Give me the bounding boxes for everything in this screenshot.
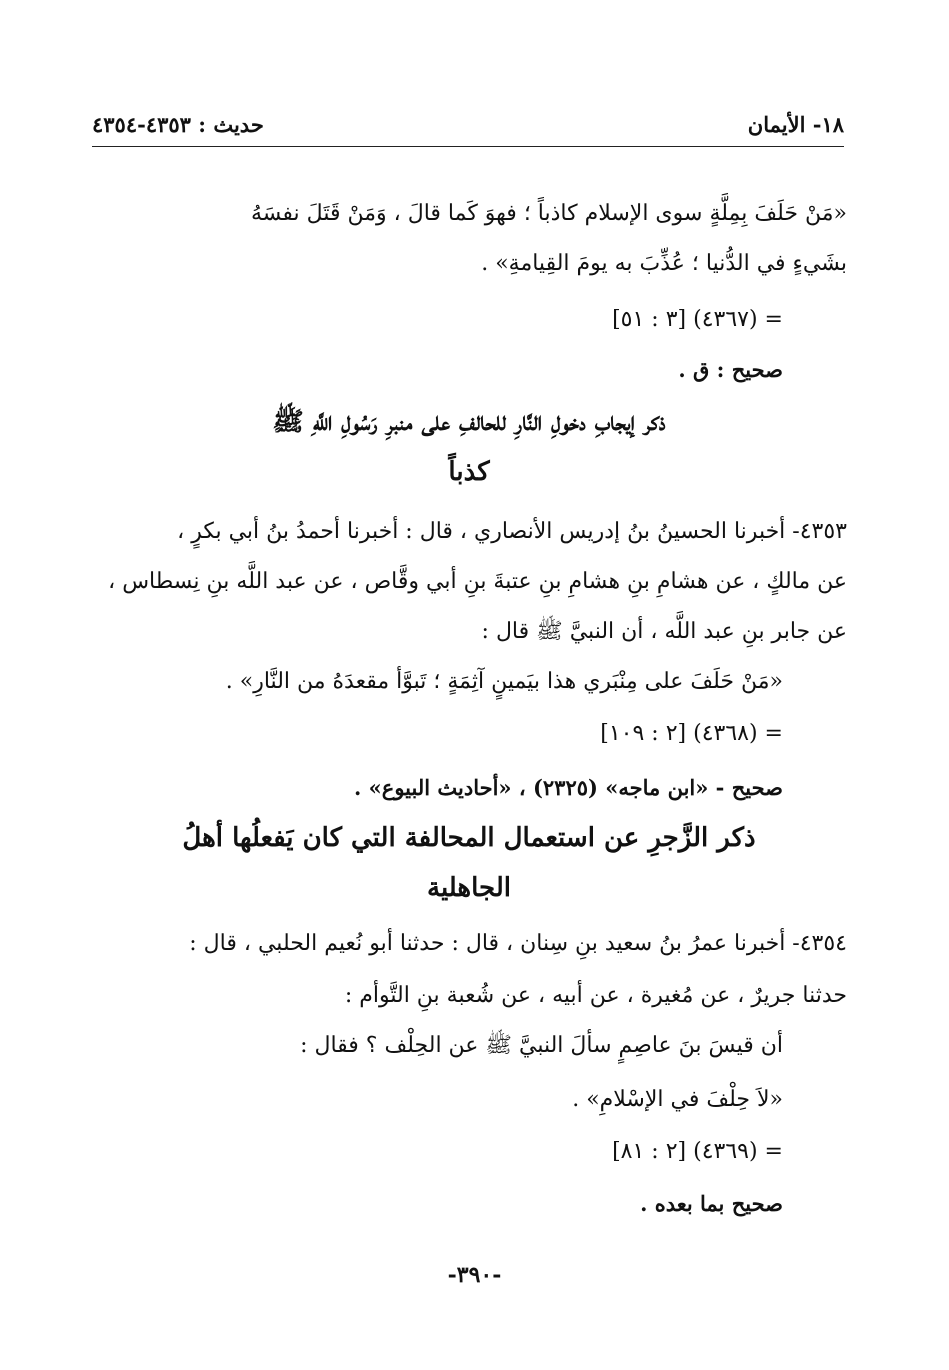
hadith-range: حديث : ٤٣٥٣-٤٣٥٤ <box>92 112 264 137</box>
page-number: -٣٩٠- <box>447 1262 502 1288</box>
grading: صحيح : ق . <box>678 357 783 382</box>
isnad-line: ٤٣٥٣- أخبرنا الحسينُ بنُ إدريس الأنصاري ، قال : أخبرنا أحمدُ بنُ أبي بكرٍ ، <box>177 519 847 544</box>
hadith-text-line: بشَيءٍ في الدُّنيا ؛ عُذِّبَ به يومَ القِيامةِ» . <box>481 251 847 276</box>
section-heading: ذكر الزَّجرِ عن استعمال المحالفة التي كان يَفعلُها أهلُ <box>182 823 756 853</box>
isnad-line: ٤٣٥٤- أخبرنا عمرُ بنُ سعيد بنِ سِنان ، قال : حدثنا أبو نُعيم الحلبي ، قال : <box>189 931 847 956</box>
section-heading: الجاهلية <box>427 873 511 903</box>
section-heading: ذكر إيجابِ دخولِ النَّارِ للحالفِ على منبرِ رَسُولِ اللَّهِ ﷺ <box>272 407 666 437</box>
hadith-text-line: «لاَ حِلْفَ في الإسْلامِ» . <box>572 1087 783 1112</box>
grading: صحيح بما بعده . <box>640 1191 783 1216</box>
running-header <box>92 112 844 147</box>
cross-reference: = (٤٣٦٩) [٢ : ٨١] <box>612 1139 783 1164</box>
hadith-text-line: «مَنْ حَلَفَ بِمِلَّةٍ سوى الإسلام كاذباً ؛ فهوَ كَما قالَ ، وَمَنْ قَتَلَ نفسَهُ <box>251 201 847 226</box>
hadith-text-line: «مَنْ حَلَفَ على مِنْبَري هذا بيَمينٍ آثِمَةٍ ؛ تَبوَّأ مقعدَهُ من النَّارِ» . <box>225 669 783 694</box>
chapter-title: ١٨- الأيمان <box>747 112 844 137</box>
grading: صحيح - «ابن ماجه» (٢٣٢٥) ، «أحاديث البيوع» . <box>354 775 783 800</box>
isnad-line: حدثنا جريرٌ ، عن مُغيرة ، عن أبيه ، عن شُعبة بنِ التَّوأم : <box>344 983 847 1008</box>
cross-reference: = (٤٣٦٧) [٣ : ٥١] <box>612 307 783 332</box>
isnad-line: عن مالكٍ ، عن هشامِ بنِ هشامِ بنِ عتبةَ بنِ أبي وقَّاص ، عن عبد اللَّه بنِ نِسطاس ، <box>108 569 847 594</box>
hadith-text-line: أن قيسَ بنَ عاصِمٍ سألَ النبيَّ ﷺ عن الحِلْف ؟ فقال : <box>300 1033 783 1058</box>
section-heading: كذباً <box>448 457 490 487</box>
cross-reference: = (٤٣٦٨) [٢ : ١٠٩] <box>600 721 783 746</box>
isnad-line: عن جابر بنِ عبد اللَّه ، أن النبيَّ ﷺ قال : <box>481 619 847 644</box>
